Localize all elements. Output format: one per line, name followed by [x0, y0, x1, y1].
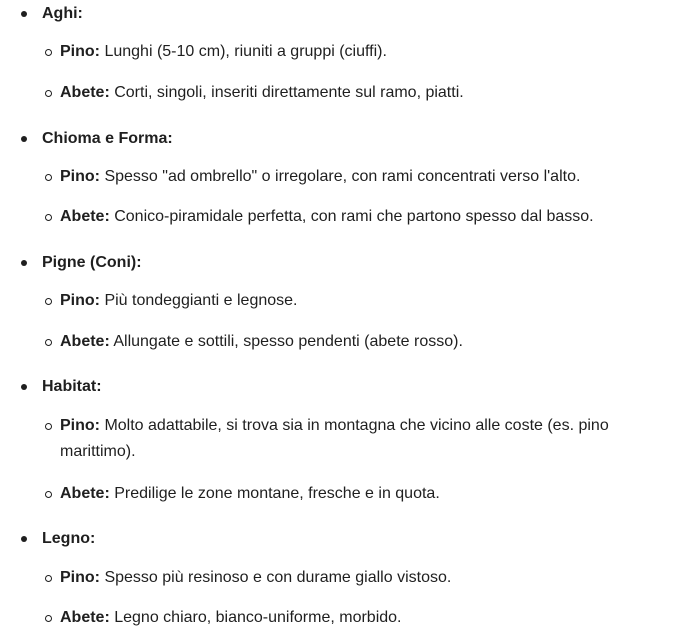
item-key: Pino: [60, 43, 100, 60]
item-text: Predilige le zone montane, fresche e in quota. [109, 485, 440, 502]
item-text: Molto adattabile, si trova sia in montagna che vicino alle coste (es. pino marittimo). [60, 417, 609, 460]
list-item [42, 39, 682, 65]
section-habitat [0, 376, 102, 398]
bullet-disc [21, 136, 27, 142]
list-item [42, 164, 682, 190]
bullet-disc [21, 11, 27, 17]
bullet-disc [21, 536, 27, 542]
bullet-circle [45, 214, 52, 221]
list-item [42, 565, 682, 591]
list-item [42, 288, 682, 314]
item-text: Spesso più resinoso e con durame giallo vistoso. [100, 569, 452, 586]
bullet-circle [45, 174, 52, 181]
item-key: Pino: [60, 569, 100, 586]
section-chioma-e-forma [0, 128, 173, 150]
bullet-circle [45, 49, 52, 56]
section-pigne [0, 252, 142, 274]
item-text: Più tondeggianti e legnose. [100, 292, 298, 309]
list-item [42, 413, 682, 465]
bullet-circle [45, 90, 52, 97]
item-key: Pino: [60, 417, 100, 434]
bullet-circle [45, 575, 52, 582]
item-key: Abete: [60, 208, 110, 225]
bullet-disc [21, 384, 27, 390]
bullet-circle [45, 339, 52, 346]
list-item [42, 204, 682, 230]
item-text: Conico-piramidale perfetta, con rami che partono spesso dal basso. [109, 208, 594, 225]
item-text: Spesso "ad ombrello" o irregolare, con rami concentrati verso l'alto. [100, 168, 581, 185]
bullet-circle [45, 298, 52, 305]
bullet-circle [45, 423, 52, 430]
item-key: Abete: [60, 485, 110, 502]
bullet-disc [21, 260, 27, 266]
item-text: Allungate e sottili, spesso pendenti (abete rosso). [109, 333, 463, 350]
list-item [42, 481, 682, 507]
item-text: Legno chiaro, bianco-uniforme, morbido. [109, 609, 402, 626]
item-key: Abete: [60, 333, 110, 350]
list-item [42, 605, 682, 631]
list-item [42, 329, 682, 355]
bullet-circle [45, 615, 52, 622]
section-title: Legno: [42, 530, 96, 547]
item-key: Abete: [60, 609, 110, 626]
bullet-circle [45, 491, 52, 498]
list-item [42, 80, 682, 106]
section-title: Aghi: [42, 5, 83, 22]
item-text: Corti, singoli, inseriti direttamente sul ramo, piatti. [109, 84, 464, 101]
section-aghi [0, 3, 83, 25]
item-key: Abete: [60, 84, 110, 101]
section-title: Chioma e Forma: [42, 130, 173, 147]
section-legno [0, 528, 95, 550]
item-key: Pino: [60, 168, 100, 185]
item-key: Pino: [60, 292, 100, 309]
item-text: Lunghi (5-10 cm), riuniti a gruppi (ciuffi). [100, 43, 387, 60]
section-title: Pigne (Coni): [42, 254, 142, 271]
section-title: Habitat: [42, 378, 102, 395]
